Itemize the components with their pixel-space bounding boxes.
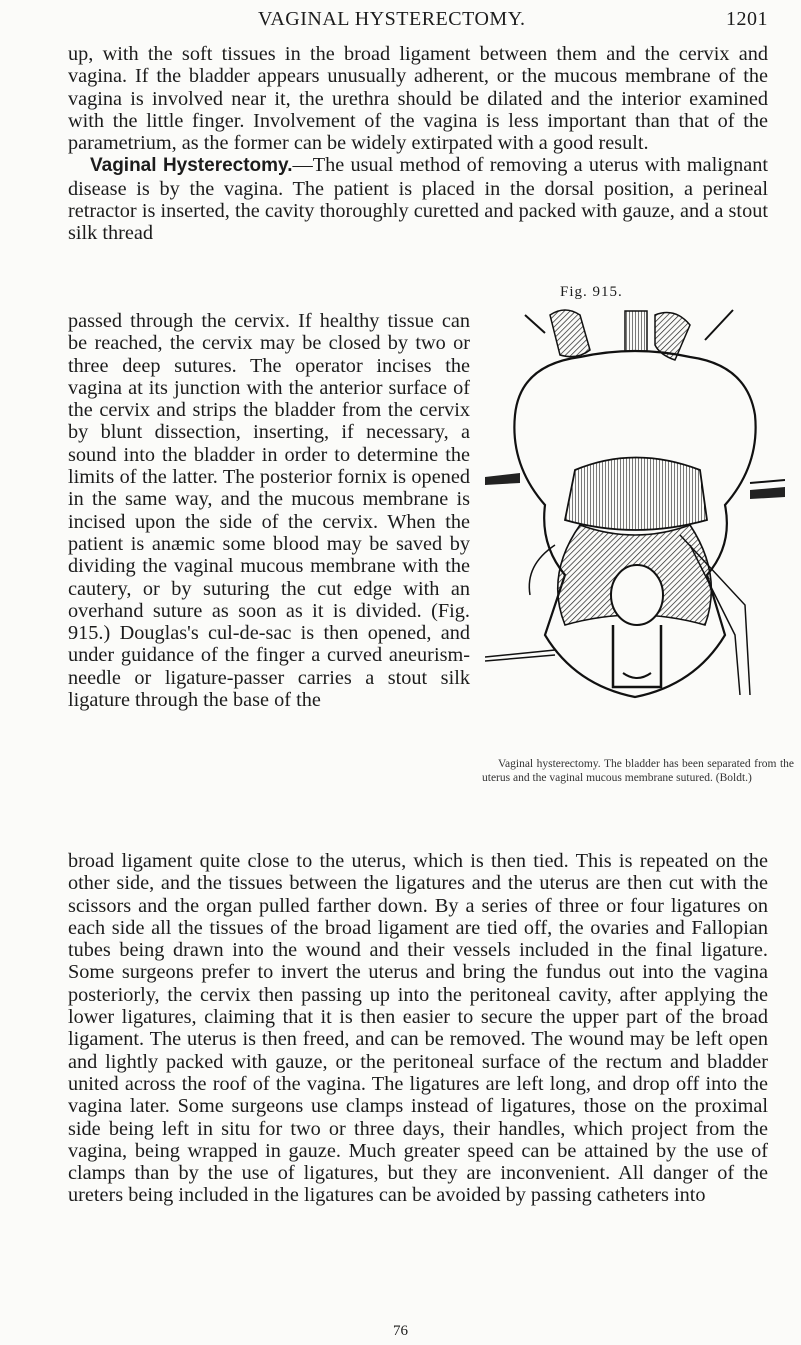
surgical-illustration <box>485 305 785 755</box>
figure-label: Fig. 915. <box>560 284 623 300</box>
section-heading: Vaginal Hysterectomy. <box>90 155 293 177</box>
paragraph-1: up, with the soft tissues in the broad ligament between them and the cervix and vagina. If the bladder appears unusually adherent, or the mucous membrane of the vagina is involved near it, the urethra should be dilated and the interior examined with the little finger. Involvement of the vagina is less important than that of the parametrium, as the former can be widely extirpated with a good result. <box>68 43 768 155</box>
paragraph-2-lead <box>68 154 768 244</box>
paragraph-2-lead-text: —The usual method of removing a uterus with malignant disease is by the vagina. The patient is placed in the dorsal position, a perineal retractor is inserted, the cavity thoroughly curetted and packed with gauze, and a stout silk thread <box>68 154 768 245</box>
page-number: 1201 <box>726 8 768 30</box>
paragraph-2-rest: broad ligament quite close to the uterus, which is then tied. This is repeated on the other side, and the tissues between the ligatures and the uterus are then cut with the scissors and the organ pulled farther down. By a series of three or four ligatures on each side all the tissues of the broad ligament are tied off, the ovaries and Fallopian tubes being drawn into the wound and their vessels included in the final ligature. Some surgeons prefer to invert the uterus and bring the fundus out into the vagina posteriorly, the cervix then passing up into the peritoneal cavity, after applying the lower ligatures, claiming that it is then easier to secure the upper part of the broad ligament. The uterus is then freed, and can be removed. The wound may be left open and lightly packed with gauze, or the peritoneal surface of the rectum and bladder united across the roof of the vagina. The ligatures are left long, and drop off into the vagina later. Some surgeons use clamps instead of ligatures, those on the proximal side being left in situ for two or three days, their handles, which project from the vagina, being wrapped in gauze. Much greater speed can be attained by the use of clamps than by the use of ligatures, but they are inconvenient. All danger of the ureters being included in the ligatures can be avoided by passing catheters into <box>68 850 768 1207</box>
text-top-block <box>68 43 768 245</box>
figure-caption: Vaginal hysterectomy. The bladder has been separated from the uterus and the vaginal mucous membrane sutured. (Boldt.) <box>482 758 794 784</box>
signature-mark: 76 <box>393 1323 408 1339</box>
text-bottom-block <box>68 850 768 1207</box>
running-title: VAGINAL HYSTERECTOMY. <box>258 8 526 30</box>
text-wrap-block <box>68 310 470 711</box>
paragraph-2-wrap: passed through the cervix. If healthy tissue can be reached, the cervix may be closed by two or three deep sutures. The operator incises the vagina at its junction with the anterior surface of the cervix and strips the bladder from the cervix by blunt dissection, inserting, if necessary, a sound into the bladder in order to determine the limits of the latter. The posterior fornix is opened in the same way, and the mucous membrane is incised upon the side of the cervix. When the patient is anæmic some blood may be saved by dividing the vaginal mucous membrane with the cautery, or by suturing the cut edge with an overhand suture as soon as it is divided. (Fig. 915.) Douglas's cul-de-sac is then opened, and under guidance of the finger a curved aneurism-needle or ligature-passer carries a stout silk ligature through the base of the <box>68 310 470 712</box>
running-header <box>68 8 768 38</box>
